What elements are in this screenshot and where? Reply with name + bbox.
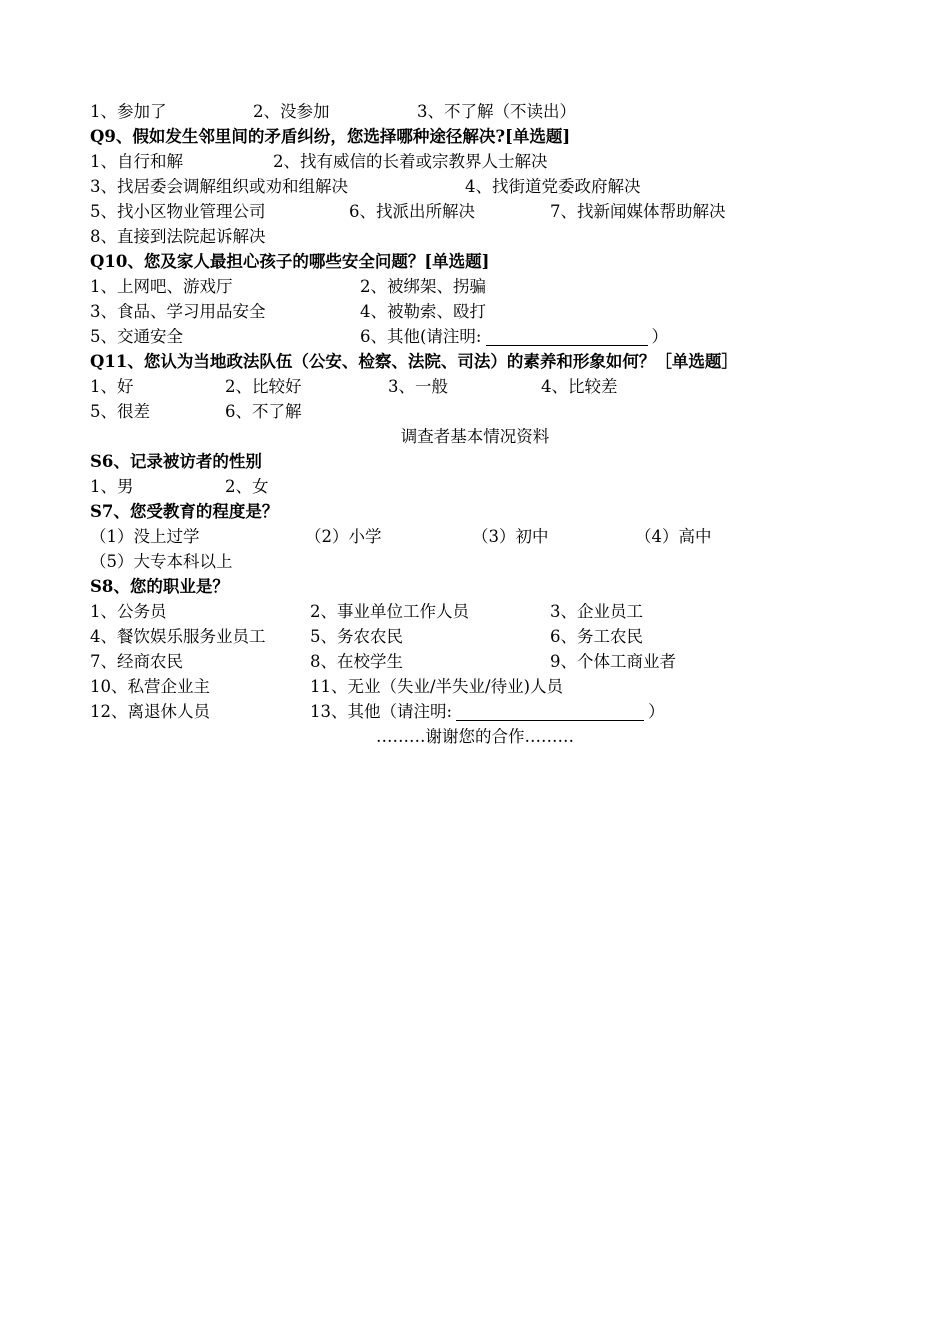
s8-other-blank[interactable] bbox=[456, 702, 644, 721]
s8-option: 3、企业员工 bbox=[550, 602, 643, 621]
s8-option: 1、公务员 bbox=[90, 602, 167, 621]
close-paren: ） bbox=[651, 327, 668, 346]
s8-option-other bbox=[310, 699, 665, 724]
q9-option: 5、找小区物业管理公司 bbox=[90, 202, 266, 221]
s6-option: 2、女 bbox=[225, 477, 269, 496]
s8-option: 9、个体工商业者 bbox=[550, 652, 676, 671]
s8-title: S8、您的职业是？ bbox=[90, 577, 229, 596]
s8-option: 12、离退休人员 bbox=[90, 702, 210, 721]
q11-option: 1、好 bbox=[90, 377, 134, 396]
q10-option: 2、被绑架、拐骗 bbox=[360, 277, 486, 296]
q8-option: 2、没参加 bbox=[253, 102, 330, 121]
s8-option: 10、私营企业主 bbox=[90, 677, 210, 696]
q11-option: 6、不了解 bbox=[225, 402, 302, 421]
s7-option: （2）小学 bbox=[305, 527, 382, 546]
q9-option: 7、找新闻媒体帮助解决 bbox=[550, 202, 726, 221]
s8-option: 5、务农农民 bbox=[310, 627, 403, 646]
q10-option-other bbox=[360, 324, 668, 349]
s7-title: S7、您受教育的程度是？ bbox=[90, 502, 279, 521]
s7-option: （1）没上过学 bbox=[90, 527, 200, 546]
s8-option: 7、经商农民 bbox=[90, 652, 183, 671]
s8-option: 2、事业单位工作人员 bbox=[310, 602, 469, 621]
q11-option: 4、比较差 bbox=[541, 377, 618, 396]
q9-option: 1、自行和解 bbox=[90, 152, 183, 171]
q10-option: 3、食品、学习用品安全 bbox=[90, 302, 266, 321]
s8-option: 6、务工农民 bbox=[550, 627, 643, 646]
q10-option: 4、被勒索、殴打 bbox=[360, 302, 486, 321]
q9-option: 6、找派出所解决 bbox=[349, 202, 475, 221]
s8-option: 8、在校学生 bbox=[310, 652, 403, 671]
thank-you-footer: ………谢谢您的合作……… bbox=[376, 727, 574, 746]
q11-option: 3、一般 bbox=[388, 377, 448, 396]
q9-option: 2、找有威信的长着或宗教界人士解决 bbox=[273, 152, 548, 171]
q8-option: 3、不了解（不读出） bbox=[417, 102, 576, 121]
s8-option: 4、餐饮娱乐服务业员工 bbox=[90, 627, 266, 646]
q10-option: 1、上网吧、游戏厅 bbox=[90, 277, 233, 296]
s6-option: 1、男 bbox=[90, 477, 134, 496]
section-title: 调查者基本情况资料 bbox=[400, 427, 550, 446]
s7-option: （4）高中 bbox=[635, 527, 712, 546]
s7-option: （3）初中 bbox=[472, 527, 549, 546]
q11-option: 5、很差 bbox=[90, 402, 150, 421]
q9-option: 8、直接到法院起诉解决 bbox=[90, 227, 266, 246]
q11-title: Q11、您认为当地政法队伍（公安、检察、法院、司法）的素养和形象如何？［单选题］ bbox=[90, 352, 738, 371]
s8-option: 11、无业（失业/半失业/待业)人员 bbox=[310, 677, 564, 696]
q10-option: 5、交通安全 bbox=[90, 327, 183, 346]
q8-option: 1、参加了 bbox=[90, 102, 167, 121]
s8-option-other-label: 13、其他（请注明: bbox=[310, 702, 453, 721]
q11-option: 2、比较好 bbox=[225, 377, 302, 396]
q9-option: 4、找街道党委政府解决 bbox=[465, 177, 641, 196]
q10-option-other-label: 6、其他(请注明: bbox=[360, 327, 482, 346]
q10-title: Q10、您及家人最担心孩子的哪些安全问题？[单选题] bbox=[90, 252, 490, 271]
q10-other-blank[interactable] bbox=[486, 327, 648, 346]
s7-option: （5）大专本科以上 bbox=[90, 552, 233, 571]
close-paren: ） bbox=[648, 702, 665, 721]
s6-title: S6、记录被访者的性别 bbox=[90, 452, 262, 471]
q9-title: Q9、假如发生邻里间的矛盾纠纷，您选择哪种途径解决?[单选题] bbox=[90, 127, 571, 146]
q9-option: 3、找居委会调解组织或劝和组解决 bbox=[90, 177, 348, 196]
